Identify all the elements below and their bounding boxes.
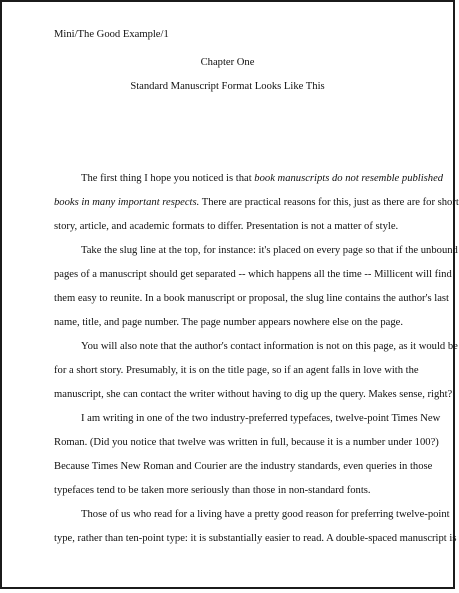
body-text-segment: You will also note that the author's contact information is not on this page, as it would be: [81, 341, 458, 352]
body-line-3: [54, 220, 422, 244]
body-text-segment: Take the slug line at the top, for instance: it's placed on every page so that if the unbound: [81, 245, 458, 256]
body-text-segment: name, title, and page number. The page number appears nowhere else on the page.: [54, 317, 403, 328]
body-line-6: [54, 292, 449, 316]
body-line-1: [54, 172, 444, 196]
body-line-10: [54, 388, 453, 412]
body-text-segment: them easy to reunite. In a book manuscript or proposal, the slug line contains the author's last: [54, 293, 449, 304]
body-line-16: [54, 532, 457, 556]
body-italic-segment: books in many important respects.: [54, 197, 200, 208]
slug-line: Mini/The Good Example/1: [54, 29, 169, 40]
body-text-segment: Roman. (Did you notice that twelve was written in full, because it is a number under 100?): [54, 437, 439, 448]
body-line-9: [54, 364, 422, 388]
body-line-12: [54, 436, 439, 460]
body-text-segment: pages of a manuscript should get separated -- which happens all the time -- Millicent will find: [54, 269, 452, 280]
manuscript-body: [54, 172, 459, 556]
body-line-8: [54, 340, 458, 364]
body-text-segment: The first thing I hope you noticed is that: [81, 173, 255, 184]
body-text-segment: I am writing in one of the two industry-preferred typefaces, twelve-point Times New: [81, 413, 441, 424]
body-text-segment: Those of us who read for a living have a pretty good reason for preferring twelve-point: [81, 509, 450, 520]
body-text-segment: typefaces tend to be taken more seriously than those in non-standard fonts.: [54, 485, 371, 496]
body-text-segment: There are practical reasons for this, just as there are for short: [199, 197, 459, 208]
body-text-segment: manuscript, she can contact the writer without having to dig up the query. Makes sense, right?: [54, 389, 453, 400]
body-line-5: [54, 268, 452, 292]
body-italic-segment: book manuscripts do not resemble published: [254, 173, 444, 184]
chapter-subtitle: Standard Manuscript Format Looks Like This: [130, 81, 325, 92]
body-line-14: [54, 484, 422, 508]
body-line-11: [54, 412, 441, 436]
body-text-segment: type, rather than ten-point type: it is substantially easier to read. A double-spaced manuscript is: [54, 533, 457, 544]
body-text-segment: Because Times New Roman and Courier are the industry standards, even queries in those: [54, 461, 433, 472]
body-text-segment: for a short story. Presumably, it is on the title page, so if an agent falls in love with the: [54, 365, 419, 376]
body-line-7: [54, 316, 422, 340]
body-line-15: [54, 508, 450, 532]
chapter-title: Chapter One: [200, 57, 255, 68]
body-line-13: [54, 460, 433, 484]
body-line-2: [54, 196, 459, 220]
body-text-segment: story, article, and academic formats to differ. Presentation is not a matter of style.: [54, 221, 399, 232]
body-line-4: [54, 244, 458, 268]
